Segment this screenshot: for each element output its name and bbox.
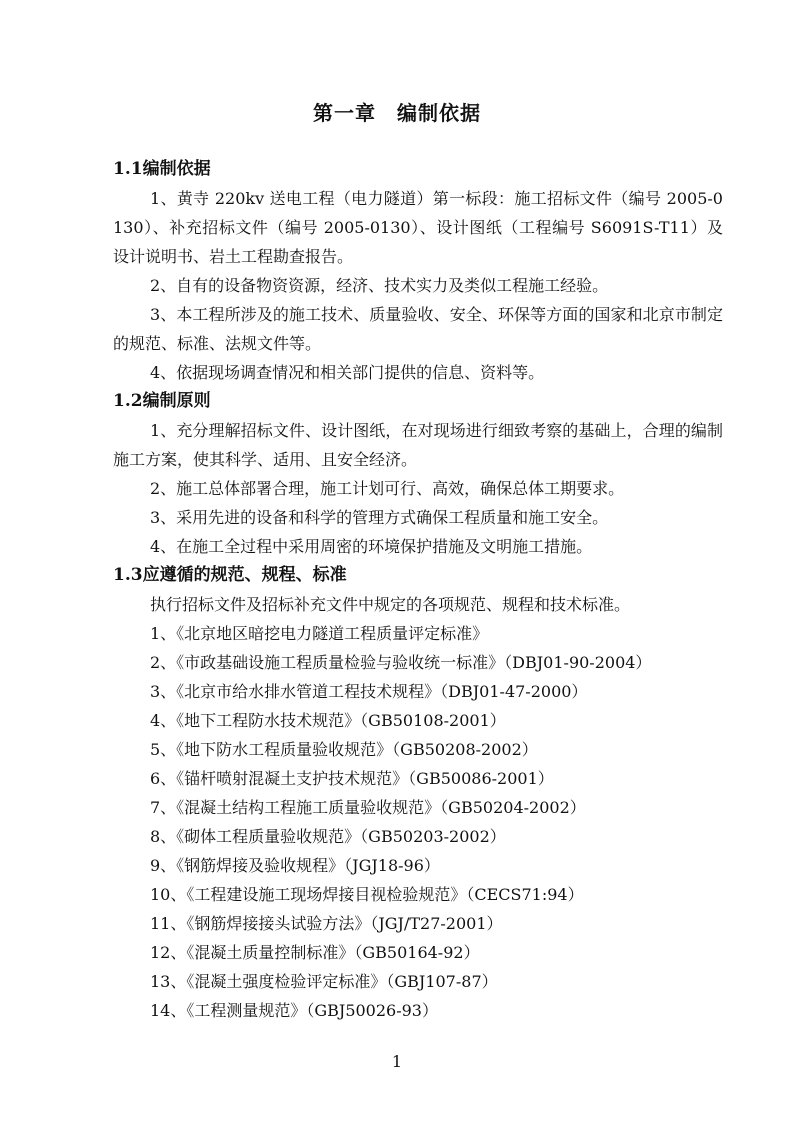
list-item: 6、《锚杆喷射混凝土支护技术规范》（GB50086-2001） [150,769,554,788]
list-item: 14、《工程测量规范》（GBJ50026-93） [150,1001,438,1020]
list-item: 2、《市政基础设施工程质量检验与验收统一标准》（DBJ01-90-2004） [150,653,652,672]
section-heading-1-1: 1.1编制依据 [113,159,211,179]
paragraph: 2、自有的设备物资资源，经济、技术实力及类似工程施工经验。 [150,276,609,295]
paragraph: 1、黄寺 220kv 送电工程（电力隧道）第一标段：施工招标文件（编号 2005-0130）、补充招标文件（编号 2005-0130）、设计图纸（工程编号 S6091S-T11）及设计说明书、岩土工程勘查报告。 [113,189,723,266]
list-item: 5、《地下防水工程质量验收规范》（GB50208-2002） [150,740,538,759]
section-intro: 执行招标文件及招标补充文件中规定的各项规范、规程和技术标准。 [150,595,631,614]
list-item: 9、《钢筋焊接及验收规程》（JGJ18-96） [150,856,440,875]
paragraph: 4、在施工全过程中采用周密的环境保护措施及文明施工措施。 [150,537,593,556]
list-item: 12、《混凝土质量控制标准》（GB50164-92） [150,943,480,962]
document-body [113,155,723,1025]
section-heading-1-2: 1.2编制原则 [113,391,211,411]
list-item: 8、《砌体工程质量验收规范》（GB50203-2002） [150,827,506,846]
list-item: 3、《北京市给水排水管道工程技术规程》（DBJ01-47-2000） [150,682,588,701]
list-item: 13、《混凝土强度检验评定标准》（GBJ107-87） [150,972,498,991]
standards-list [113,619,723,1025]
paragraph: 3、采用先进的设备和科学的管理方式确保工程质量和施工安全。 [150,508,609,527]
section-heading-1-3: 1.3应遵循的规范、规程、标准 [113,565,347,585]
list-item: 1、《北京地区暗挖电力隧道工程质量评定标准》 [150,624,489,643]
list-item: 7、《混凝土结构工程施工质量验收规范》（GB50204-2002） [150,798,586,817]
paragraph: 4、依据现场调查情况和相关部门提供的信息、资料等。 [150,363,545,382]
page-number: 1 [391,1052,403,1071]
paragraph: 2、施工总体部署合理，施工计划可行、高效，确保总体工期要求。 [150,479,625,498]
chapter-title: 第一章 编制依据 [313,101,481,125]
paragraph: 1、充分理解招标文件、设计图纸，在对现场进行细致考察的基础上，合理的编制施工方案，使其科学、适用、且安全经济。 [113,421,723,469]
list-item: 4、《地下工程防水技术规范》（GB50108-2001） [150,711,506,730]
list-item: 10、《工程建设施工现场焊接目视检验规范》（CECS71:94） [150,885,584,904]
paragraph: 3、本工程所涉及的施工技术、质量验收、安全、环保等方面的国家和北京市制定的规范、标准、法规文件等。 [113,305,723,353]
list-item: 11、《钢筋焊接接头试验方法》（JGJ/T27-2001） [150,914,503,933]
